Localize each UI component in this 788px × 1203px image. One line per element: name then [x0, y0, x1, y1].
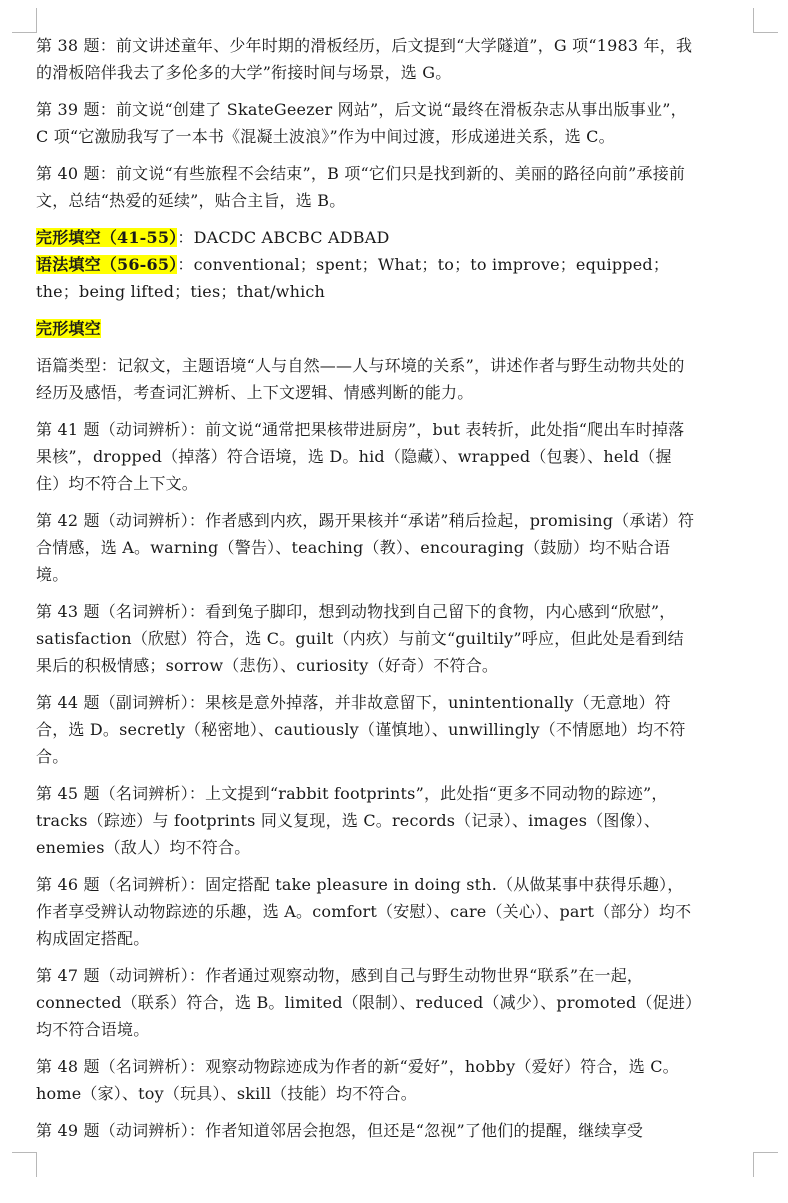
- crop-mark-bottom-left: [12, 1152, 37, 1177]
- section-heading-highlight: 完形填空: [36, 319, 101, 338]
- cloze-answers: DACDC ABCBC ADBAD: [193, 228, 390, 247]
- cloze-separator: ：: [177, 228, 194, 247]
- crop-mark-top-left: [12, 8, 37, 33]
- grammar-separator: ：: [177, 255, 194, 274]
- paragraph-q42: 第 42 题（动词辨析）：作者感到内疚，踢开果核并“承诺”稍后捡起，promising（承诺）符合情感，选 A。warning（警告）、teaching（教）、encouraging（鼓励）均不贴合语境。: [36, 511, 695, 584]
- paragraph-q45: 第 45 题（名词辨析）：上文提到“rabbit footprints”，此处指“更多不同动物的踪迹”，tracks（踪迹）与 footprints 同义复现，选 C。records（记录）、images（图像）、enemies（敌人）均不符合。: [36, 784, 668, 857]
- paragraph-q49: 第 49 题（动词辨析）：作者知道邻居会抱怨，但还是“忽视”了他们的提醒，继续享受: [36, 1121, 644, 1140]
- paragraph-text-type: 语篇类型：记叙文，主题语境“人与自然——人与环境的关系”，讲述作者与野生动物共处的经历及感悟，考查词汇辨析、上下文逻辑、情感判断的能力。: [36, 356, 685, 402]
- paragraph-q39: 第 39 题：前文说“创建了 SkateGeezer 网站”，后文说“最终在滑板杂志从事出版事业”，C 项“它激励我写了一本书《混凝土波浪》”作为中间过渡，形成递进关系，选 C。: [36, 100, 687, 146]
- crop-mark-bottom-right: [753, 1152, 778, 1177]
- paragraph-q38: 第 38 题：前文讲述童年、少年时期的滑板经历，后文提到“大学隧道”，G 项“1983 年，我的滑板陪伴我去了多伦多的大学”衔接时间与场景，选 G。: [36, 36, 693, 82]
- paragraph-q48: 第 48 题（名词辨析）：观察动物踪迹成为作者的新“爱好”，hobby（爱好）符合，选 C。home（家）、toy（玩具）、skill（技能）均不符合。: [36, 1057, 679, 1103]
- paragraph-q44: 第 44 题（副词辨析）：果核是意外掉落，并非故意留下，unintentionally（无意地）符合，选 D。secretly（秘密地）、cautiously（谨慎地）、unwillingly（不情愿地）均不符合。: [36, 693, 686, 766]
- grammar-label-highlight: 语法填空（56-65）: [36, 255, 178, 274]
- document-body: [36, 32, 696, 1154]
- answer-line-cloze: [36, 224, 696, 251]
- paragraph-q43: 第 43 题（名词辨析）：看到兔子脚印，想到动物找到自己留下的食物，内心感到“欣慰”，satisfaction（欣慰）符合，选 C。guilt（内疚）与前文“guiltily”呼应，但此处是看到结果后的积极情感；sorrow（悲伤）、curiosity（好奇）不符合。: [36, 602, 684, 675]
- answer-line-grammar: [36, 251, 696, 305]
- paragraph-q47: 第 47 题（动词辨析）：作者通过观察动物，感到自己与野生动物世界“联系”在一起，connected（联系）符合，选 B。limited（限制）、reduced（减少）、promoted（促进）均不符合语境。: [36, 966, 694, 1039]
- crop-mark-top-right: [753, 8, 778, 33]
- cloze-label-highlight: 完形填空（41-55）: [36, 228, 178, 247]
- section-heading: [36, 315, 696, 342]
- grammar-answers: conventional；spent；What；to；to improve；equipped；the；being lifted；ties；that/which: [36, 255, 670, 301]
- paragraph-q40: 第 40 题：前文说“有些旅程不会结束”，B 项“它们只是找到新的、美丽的路径向前”承接前文，总结“热爱的延续”，贴合主旨，选 B。: [36, 164, 686, 210]
- paragraph-q46: 第 46 题（名词辨析）：固定搭配 take pleasure in doing sth.（从做某事中获得乐趣），作者享受辨认动物踪迹的乐趣，选 A。comfort（安慰）、care（关心）、part（部分）均不构成固定搭配。: [36, 875, 692, 948]
- paragraph-q41: 第 41 题（动词辨析）：前文说“通常把果核带进厨房”，but 表转折，此处指“爬出车时掉落果核”，dropped（掉落）符合语境，选 D。hid（隐藏）、wrapped（包裹）、held（握住）均不符合上下文。: [36, 420, 685, 493]
